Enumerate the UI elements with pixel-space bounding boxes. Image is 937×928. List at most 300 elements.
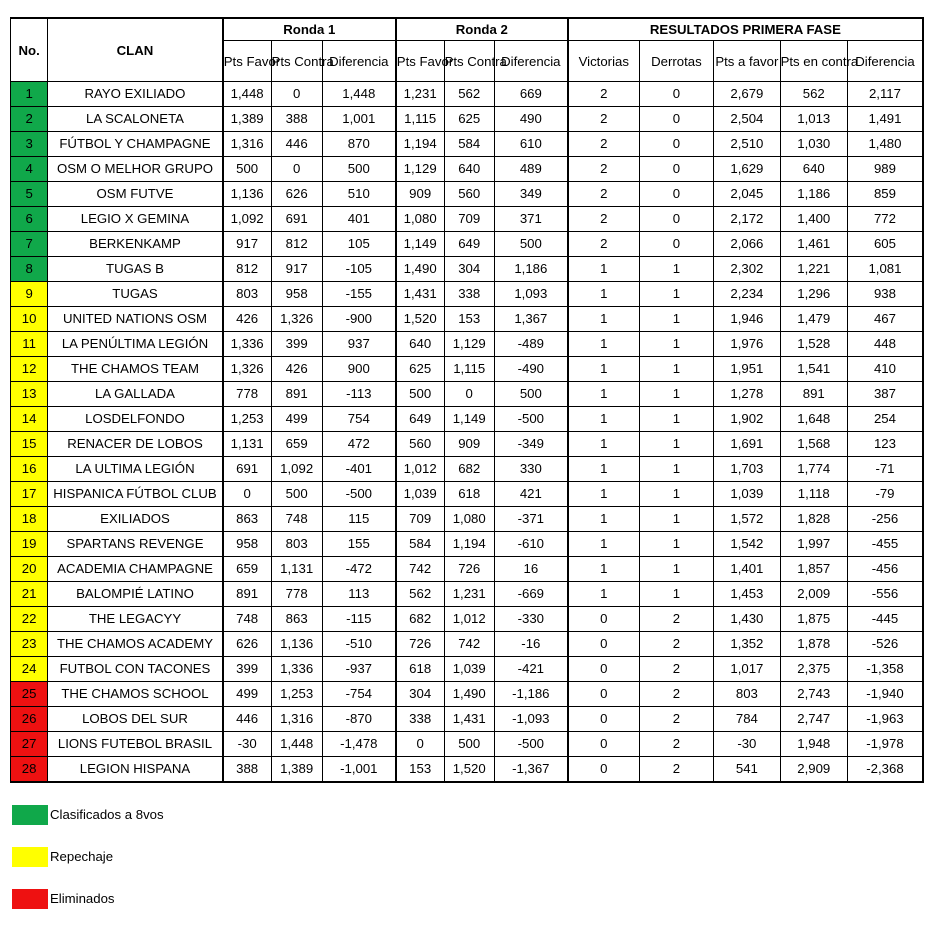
r1-pts-contra-cell: 863 — [271, 607, 322, 632]
rank-cell: 19 — [11, 532, 48, 557]
r2-pts-favor-cell: 726 — [396, 632, 444, 657]
table-row — [11, 257, 924, 282]
clan-cell: LA PENÚLTIMA LEGIÓN — [48, 332, 223, 357]
r1-pts-favor-cell: 863 — [223, 507, 271, 532]
pts-a-favor-cell: 1,017 — [714, 657, 780, 682]
victorias-cell: 1 — [568, 482, 639, 507]
r2-pts-favor-cell: 742 — [396, 557, 444, 582]
r1-diferencia-cell: 510 — [322, 182, 395, 207]
rank-cell: 10 — [11, 307, 48, 332]
victorias-cell: 2 — [568, 82, 639, 107]
legend-swatch — [12, 889, 48, 909]
r1-pts-contra-cell: 1,448 — [271, 732, 322, 757]
derrotas-cell: 1 — [639, 357, 713, 382]
derrotas-cell: 2 — [639, 632, 713, 657]
pts-en-contra-cell: 1,221 — [780, 257, 847, 282]
table-row — [11, 432, 924, 457]
r1-diferencia-cell: 155 — [322, 532, 395, 557]
r2-pts-contra-cell: 0 — [444, 382, 494, 407]
total-diferencia-cell: 387 — [847, 382, 923, 407]
derrotas-cell: 1 — [639, 507, 713, 532]
rank-cell: 27 — [11, 732, 48, 757]
pts-a-favor-cell: 784 — [714, 707, 780, 732]
r1-diferencia-cell: 500 — [322, 157, 395, 182]
pts-a-favor-cell: 2,510 — [714, 132, 780, 157]
r2-pts-favor-cell: 1,490 — [396, 257, 444, 282]
rank-cell: 13 — [11, 382, 48, 407]
clan-cell: THE CHAMOS TEAM — [48, 357, 223, 382]
total-diferencia-cell: 859 — [847, 182, 923, 207]
pts-a-favor-cell: 1,352 — [714, 632, 780, 657]
pts-en-contra-cell: 1,948 — [780, 732, 847, 757]
rank-cell: 23 — [11, 632, 48, 657]
r2-pts-favor-cell: 1,231 — [396, 82, 444, 107]
rank-cell: 16 — [11, 457, 48, 482]
r1-pts-contra-cell: 778 — [271, 582, 322, 607]
victorias-cell: 0 — [568, 632, 639, 657]
pts-en-contra-header: Pts en contra — [780, 41, 847, 82]
total-diferencia-cell: -71 — [847, 457, 923, 482]
pts-a-favor-cell: 2,045 — [714, 182, 780, 207]
total-diferencia-cell: -2,368 — [847, 757, 923, 783]
total-diferencia-cell: -455 — [847, 532, 923, 557]
table-row — [11, 657, 924, 682]
r1-pts-favor-cell: 1,136 — [223, 182, 271, 207]
r2-pts-favor-cell: 560 — [396, 432, 444, 457]
pts-a-favor-cell: -30 — [714, 732, 780, 757]
r1-diferencia-cell: 754 — [322, 407, 395, 432]
r2-pts-favor-cell: 1,080 — [396, 207, 444, 232]
victorias-cell: 0 — [568, 607, 639, 632]
table-row — [11, 407, 924, 432]
r2-pts-contra-header: Pts Contra — [444, 41, 494, 82]
r1-pts-contra-header: Pts Contra — [271, 41, 322, 82]
r2-pts-favor-cell: 640 — [396, 332, 444, 357]
pts-en-contra-cell: 2,909 — [780, 757, 847, 783]
r1-pts-contra-cell: 891 — [271, 382, 322, 407]
r1-pts-contra-cell: 1,316 — [271, 707, 322, 732]
victorias-cell: 0 — [568, 657, 639, 682]
derrotas-header: Derrotas — [639, 41, 713, 82]
r1-pts-favor-cell: 812 — [223, 257, 271, 282]
clan-cell: RENACER DE LOBOS — [48, 432, 223, 457]
table-row — [11, 757, 924, 783]
r1-pts-favor-cell: 1,253 — [223, 407, 271, 432]
r1-pts-favor-cell: 1,336 — [223, 332, 271, 357]
legend-swatch — [12, 805, 48, 825]
r2-pts-favor-cell: 153 — [396, 757, 444, 783]
derrotas-cell: 1 — [639, 482, 713, 507]
victorias-cell: 1 — [568, 507, 639, 532]
r1-pts-contra-cell: 399 — [271, 332, 322, 357]
pts-a-favor-cell: 2,504 — [714, 107, 780, 132]
table-row — [11, 157, 924, 182]
derrotas-cell: 0 — [639, 157, 713, 182]
r2-pts-contra-cell: 625 — [444, 107, 494, 132]
pts-a-favor-cell: 803 — [714, 682, 780, 707]
rank-cell: 8 — [11, 257, 48, 282]
r2-diferencia-cell: 1,367 — [494, 307, 567, 332]
total-diferencia-cell: 605 — [847, 232, 923, 257]
r2-diferencia-cell: -16 — [494, 632, 567, 657]
pts-a-favor-cell: 2,234 — [714, 282, 780, 307]
r2-pts-contra-cell: 500 — [444, 732, 494, 757]
r2-pts-favor-cell: 625 — [396, 357, 444, 382]
pts-a-favor-cell: 1,946 — [714, 307, 780, 332]
r1-pts-contra-cell: 388 — [271, 107, 322, 132]
rank-cell: 11 — [11, 332, 48, 357]
round1-header: Ronda 1 — [223, 18, 396, 41]
r2-diferencia-cell: -1,367 — [494, 757, 567, 783]
victorias-cell: 1 — [568, 557, 639, 582]
derrotas-cell: 1 — [639, 457, 713, 482]
table-row — [11, 682, 924, 707]
victorias-cell: 2 — [568, 232, 639, 257]
r2-diferencia-cell: 16 — [494, 557, 567, 582]
rank-cell: 26 — [11, 707, 48, 732]
pts-en-contra-cell: 640 — [780, 157, 847, 182]
r1-pts-contra-cell: 1,136 — [271, 632, 322, 657]
pts-a-favor-cell: 1,976 — [714, 332, 780, 357]
r1-pts-favor-cell: 500 — [223, 157, 271, 182]
r1-diferencia-cell: 937 — [322, 332, 395, 357]
r1-diferencia-cell: 472 — [322, 432, 395, 457]
r1-diferencia-cell: -900 — [322, 307, 395, 332]
clan-cell: ACADEMIA CHAMPAGNE — [48, 557, 223, 582]
total-diferencia-cell: 2,117 — [847, 82, 923, 107]
r2-pts-contra-cell: 1,012 — [444, 607, 494, 632]
r2-diferencia-cell: 371 — [494, 207, 567, 232]
r1-diferencia-cell: -1,001 — [322, 757, 395, 783]
r2-diferencia-cell: -669 — [494, 582, 567, 607]
table-row — [11, 507, 924, 532]
total-diferencia-cell: -256 — [847, 507, 923, 532]
r2-pts-favor-cell: 0 — [396, 732, 444, 757]
r2-pts-contra-cell: 649 — [444, 232, 494, 257]
r2-diferencia-cell: 330 — [494, 457, 567, 482]
r2-diferencia-cell: 500 — [494, 232, 567, 257]
derrotas-cell: 1 — [639, 407, 713, 432]
table-header — [11, 18, 924, 82]
rank-cell: 5 — [11, 182, 48, 207]
r2-pts-contra-cell: 709 — [444, 207, 494, 232]
total-diferencia-cell: 410 — [847, 357, 923, 382]
rank-cell: 9 — [11, 282, 48, 307]
victorias-cell: 1 — [568, 582, 639, 607]
pts-en-contra-cell: 1,186 — [780, 182, 847, 207]
r2-diferencia-cell: -490 — [494, 357, 567, 382]
pts-en-contra-cell: 2,747 — [780, 707, 847, 732]
pts-a-favor-cell: 1,278 — [714, 382, 780, 407]
r2-pts-contra-cell: 640 — [444, 157, 494, 182]
clan-cell: LOSDELFONDO — [48, 407, 223, 432]
r1-diferencia-cell: 113 — [322, 582, 395, 607]
pts-en-contra-cell: 1,774 — [780, 457, 847, 482]
r1-pts-favor-cell: 748 — [223, 607, 271, 632]
r1-pts-favor-cell: 0 — [223, 482, 271, 507]
r2-diferencia-cell: -489 — [494, 332, 567, 357]
victorias-cell: 1 — [568, 532, 639, 557]
derrotas-cell: 1 — [639, 282, 713, 307]
r1-pts-contra-cell: 426 — [271, 357, 322, 382]
r1-pts-contra-cell: 0 — [271, 157, 322, 182]
pts-en-contra-cell: 891 — [780, 382, 847, 407]
victorias-cell: 0 — [568, 682, 639, 707]
table-row — [11, 457, 924, 482]
victorias-cell: 2 — [568, 107, 639, 132]
table-row — [11, 707, 924, 732]
r2-pts-favor-cell: 1,520 — [396, 307, 444, 332]
r1-pts-favor-cell: 1,316 — [223, 132, 271, 157]
r1-pts-favor-cell: -30 — [223, 732, 271, 757]
derrotas-cell: 0 — [639, 82, 713, 107]
rank-cell: 20 — [11, 557, 48, 582]
r1-pts-favor-cell: 388 — [223, 757, 271, 783]
pts-a-favor-header: Pts a favor — [714, 41, 780, 82]
victorias-cell: 1 — [568, 407, 639, 432]
r2-pts-favor-cell: 682 — [396, 607, 444, 632]
r1-diferencia-cell: 1,001 — [322, 107, 395, 132]
r2-pts-favor-cell: 500 — [396, 382, 444, 407]
pts-en-contra-cell: 1,479 — [780, 307, 847, 332]
r2-diferencia-cell: 669 — [494, 82, 567, 107]
pts-a-favor-cell: 2,679 — [714, 82, 780, 107]
r1-pts-contra-cell: 499 — [271, 407, 322, 432]
r1-pts-favor-cell: 1,448 — [223, 82, 271, 107]
r1-pts-contra-cell: 500 — [271, 482, 322, 507]
pts-en-contra-cell: 2,743 — [780, 682, 847, 707]
clan-cell: LEGION HISPANA — [48, 757, 223, 783]
r1-diferencia-cell: -870 — [322, 707, 395, 732]
derrotas-cell: 1 — [639, 257, 713, 282]
rank-cell: 24 — [11, 657, 48, 682]
legend-swatch — [12, 847, 48, 867]
r1-diferencia-cell: -472 — [322, 557, 395, 582]
r2-diferencia-cell: -371 — [494, 507, 567, 532]
r2-pts-contra-cell: 562 — [444, 82, 494, 107]
pts-a-favor-cell: 1,629 — [714, 157, 780, 182]
r1-pts-favor-cell: 803 — [223, 282, 271, 307]
clan-cell: UNITED NATIONS OSM — [48, 307, 223, 332]
clan-cell: BALOMPIÉ LATINO — [48, 582, 223, 607]
rank-cell: 21 — [11, 582, 48, 607]
r2-diferencia-cell: 610 — [494, 132, 567, 157]
pts-en-contra-cell: 1,528 — [780, 332, 847, 357]
pts-en-contra-cell: 1,857 — [780, 557, 847, 582]
r1-pts-favor-cell: 399 — [223, 657, 271, 682]
r2-diferencia-cell: -610 — [494, 532, 567, 557]
r2-diferencia-cell: 1,186 — [494, 257, 567, 282]
total-diferencia-cell: -445 — [847, 607, 923, 632]
victorias-cell: 1 — [568, 382, 639, 407]
rank-cell: 6 — [11, 207, 48, 232]
table-row — [11, 182, 924, 207]
legend-label: Clasificados a 8vos — [50, 807, 164, 822]
r2-diferencia-cell: -330 — [494, 607, 567, 632]
rank-cell: 17 — [11, 482, 48, 507]
clan-cell: OSM FUTVE — [48, 182, 223, 207]
r1-pts-favor-cell: 446 — [223, 707, 271, 732]
r1-pts-contra-cell: 1,253 — [271, 682, 322, 707]
clan-cell: FUTBOL CON TACONES — [48, 657, 223, 682]
r2-pts-contra-cell: 1,129 — [444, 332, 494, 357]
clan-cell: THE LEGACYY — [48, 607, 223, 632]
round2-header: Ronda 2 — [396, 18, 568, 41]
r1-pts-favor-cell: 917 — [223, 232, 271, 257]
victorias-cell: 2 — [568, 132, 639, 157]
victorias-cell: 1 — [568, 282, 639, 307]
total-diferencia-cell: 989 — [847, 157, 923, 182]
r2-pts-favor-cell: 1,129 — [396, 157, 444, 182]
r2-pts-favor-header: Pts Favor — [396, 41, 444, 82]
r2-pts-favor-cell: 1,431 — [396, 282, 444, 307]
pts-en-contra-cell: 1,648 — [780, 407, 847, 432]
table-row — [11, 557, 924, 582]
legend-label: Repechaje — [50, 849, 114, 864]
table-row — [11, 132, 924, 157]
table-row — [11, 232, 924, 257]
r2-pts-contra-cell: 909 — [444, 432, 494, 457]
r1-pts-favor-cell: 1,092 — [223, 207, 271, 232]
total-diferencia-cell: -79 — [847, 482, 923, 507]
clan-cell: LA SCALONETA — [48, 107, 223, 132]
r2-pts-contra-cell: 153 — [444, 307, 494, 332]
r2-diferencia-cell: -500 — [494, 732, 567, 757]
r1-pts-contra-cell: 691 — [271, 207, 322, 232]
r1-diferencia-cell: 401 — [322, 207, 395, 232]
r2-diferencia-cell: -1,093 — [494, 707, 567, 732]
derrotas-cell: 1 — [639, 432, 713, 457]
rank-cell: 22 — [11, 607, 48, 632]
table-row — [11, 207, 924, 232]
table-row — [11, 282, 924, 307]
r1-diferencia-cell: 900 — [322, 357, 395, 382]
pts-a-favor-cell: 1,542 — [714, 532, 780, 557]
total-diferencia-cell: 1,480 — [847, 132, 923, 157]
table-row — [11, 357, 924, 382]
r2-pts-favor-cell: 1,115 — [396, 107, 444, 132]
r2-pts-contra-cell: 1,431 — [444, 707, 494, 732]
clan-cell: RAYO EXILIADO — [48, 82, 223, 107]
pts-en-contra-cell: 1,997 — [780, 532, 847, 557]
table-row — [11, 532, 924, 557]
total-diferencia-cell: 1,081 — [847, 257, 923, 282]
r1-diferencia-header: Diferencia — [322, 41, 395, 82]
total-diferencia-header: Diferencia — [847, 41, 923, 82]
victorias-cell: 0 — [568, 757, 639, 783]
r2-diferencia-cell: -349 — [494, 432, 567, 457]
r1-diferencia-cell: -105 — [322, 257, 395, 282]
r2-pts-favor-cell: 562 — [396, 582, 444, 607]
derrotas-cell: 2 — [639, 682, 713, 707]
rank-cell: 7 — [11, 232, 48, 257]
total-diferencia-cell: 1,491 — [847, 107, 923, 132]
clan-cell: LEGIO X GEMINA — [48, 207, 223, 232]
r2-diferencia-cell: 500 — [494, 382, 567, 407]
r2-diferencia-cell: 349 — [494, 182, 567, 207]
victorias-cell: 2 — [568, 182, 639, 207]
rank-cell: 14 — [11, 407, 48, 432]
r2-diferencia-cell: -500 — [494, 407, 567, 432]
r1-pts-favor-cell: 958 — [223, 532, 271, 557]
clan-cell: TUGAS — [48, 282, 223, 307]
r1-diferencia-cell: -937 — [322, 657, 395, 682]
derrotas-cell: 0 — [639, 207, 713, 232]
table-row — [11, 332, 924, 357]
rank-cell: 18 — [11, 507, 48, 532]
total-diferencia-cell: -1,358 — [847, 657, 923, 682]
r1-diferencia-cell: -401 — [322, 457, 395, 482]
r2-diferencia-cell: 490 — [494, 107, 567, 132]
table-row — [11, 382, 924, 407]
r1-pts-contra-cell: 1,389 — [271, 757, 322, 783]
clan-cell: EXILIADOS — [48, 507, 223, 532]
total-diferencia-cell: 254 — [847, 407, 923, 432]
table-row — [11, 607, 924, 632]
rank-cell: 1 — [11, 82, 48, 107]
pts-en-contra-cell: 2,375 — [780, 657, 847, 682]
legend-label: Eliminados — [50, 891, 115, 906]
clan-cell: HISPANICA FÚTBOL CLUB — [48, 482, 223, 507]
r1-diferencia-cell: -500 — [322, 482, 395, 507]
derrotas-cell: 0 — [639, 182, 713, 207]
clan-cell: FÚTBOL Y CHAMPAGNE — [48, 132, 223, 157]
r1-diferencia-cell: -115 — [322, 607, 395, 632]
r1-pts-favor-cell: 1,326 — [223, 357, 271, 382]
rank-cell: 15 — [11, 432, 48, 457]
pts-a-favor-cell: 2,172 — [714, 207, 780, 232]
table-row — [11, 82, 924, 107]
r1-pts-favor-cell: 1,389 — [223, 107, 271, 132]
r1-pts-contra-cell: 626 — [271, 182, 322, 207]
derrotas-cell: 2 — [639, 657, 713, 682]
r2-diferencia-cell: 1,093 — [494, 282, 567, 307]
pts-a-favor-cell: 2,066 — [714, 232, 780, 257]
pts-en-contra-cell: 1,875 — [780, 607, 847, 632]
table-row — [11, 582, 924, 607]
r2-pts-contra-cell: 1,149 — [444, 407, 494, 432]
victorias-cell: 1 — [568, 432, 639, 457]
total-diferencia-cell: 938 — [847, 282, 923, 307]
total-diferencia-cell: -1,978 — [847, 732, 923, 757]
col-no-header: No. — [11, 18, 48, 82]
victorias-cell: 1 — [568, 357, 639, 382]
total-diferencia-cell: -456 — [847, 557, 923, 582]
total-diferencia-cell: 123 — [847, 432, 923, 457]
total-diferencia-cell: 772 — [847, 207, 923, 232]
r1-diferencia-cell: -113 — [322, 382, 395, 407]
pts-en-contra-cell: 1,013 — [780, 107, 847, 132]
r2-pts-contra-cell: 726 — [444, 557, 494, 582]
derrotas-cell: 2 — [639, 607, 713, 632]
r1-diferencia-cell: 115 — [322, 507, 395, 532]
clan-cell: LA GALLADA — [48, 382, 223, 407]
total-diferencia-cell: -526 — [847, 632, 923, 657]
pts-a-favor-cell: 1,691 — [714, 432, 780, 457]
victorias-header: Victorias — [568, 41, 639, 82]
table-row — [11, 107, 924, 132]
rank-cell: 4 — [11, 157, 48, 182]
derrotas-cell: 2 — [639, 732, 713, 757]
r1-pts-contra-cell: 1,092 — [271, 457, 322, 482]
pts-a-favor-cell: 1,453 — [714, 582, 780, 607]
derrotas-cell: 2 — [639, 707, 713, 732]
r1-pts-favor-cell: 691 — [223, 457, 271, 482]
r1-diferencia-cell: 105 — [322, 232, 395, 257]
pts-en-contra-cell: 1,030 — [780, 132, 847, 157]
clan-cell: LA ULTIMA LEGIÓN — [48, 457, 223, 482]
pts-a-favor-cell: 1,039 — [714, 482, 780, 507]
